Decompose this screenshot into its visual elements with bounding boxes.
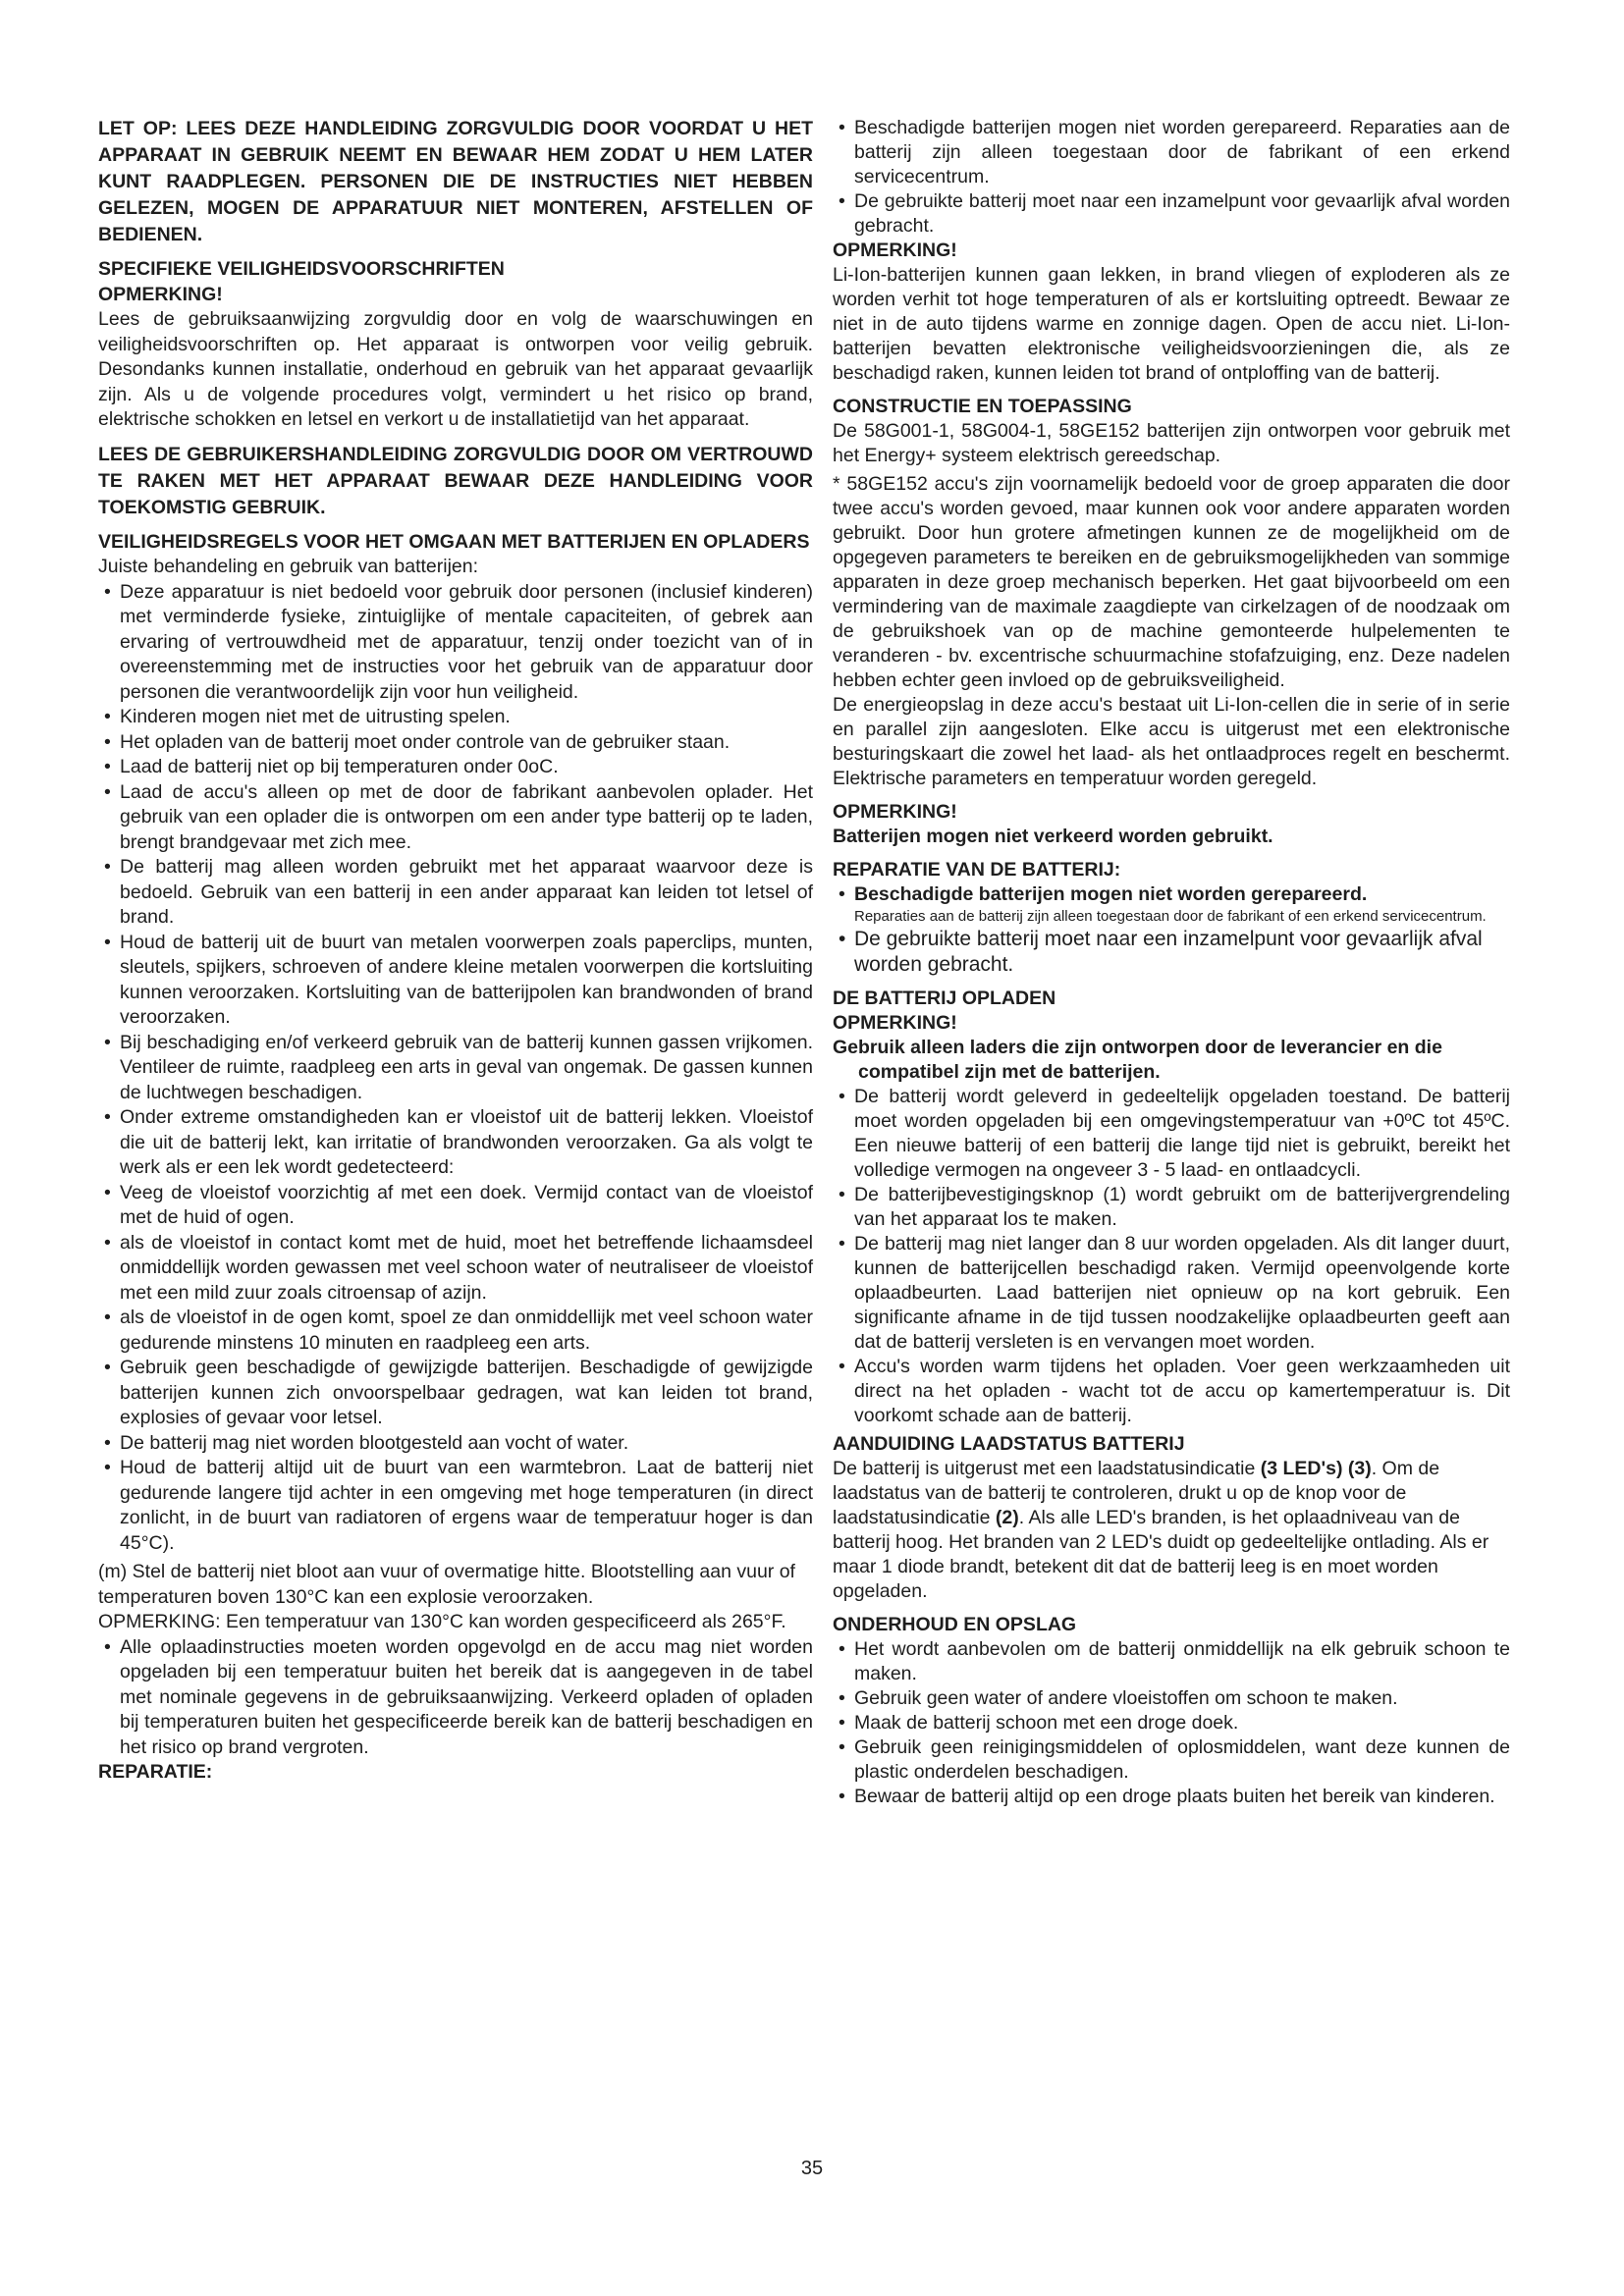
list-item: • De batterijbevestigingsknop (1) wordt gebruikt om de batterijvergrendeling van het apparaat los te maken. [833, 1183, 1510, 1232]
liion-note-text: Li-Ion-batterijen kunnen gaan lekken, in brand vliegen of exploderen als ze worden verhit tot hoge temperaturen of als er kortsluiting optreedt. Bewaar ze niet in de auto tijdens warme en zonnige dagen. Open de accu niet. Li-Ion-batterijen bevatten elektronische veiligheidsvoorzieningen die, als ze beschadigd raken, kunnen leiden tot brand of ontploffing van de batterij. [833, 264, 1510, 384]
page-number: 35 [800, 2158, 824, 2179]
list-item: • Maak de batterij schoon met een droge doek. [833, 1711, 1510, 1735]
list-item: • Het wordt aanbevolen om de batterij onmiddellijk na elk gebruik schoon te maken. [833, 1637, 1510, 1686]
list-item: • Accu's worden warm tijdens het opladen. Voer geen werkzaamheden uit direct na het opladen - wacht tot de accu op kamertemperatuur is. Dit voorkomt schade aan de batterij. [833, 1355, 1510, 1428]
specific-rules-heading: SPECIFIEKE VEILIGHEIDSVOORSCHRIFTEN [98, 258, 505, 280]
list-item: • Gebruik geen reinigingsmiddelen of oplosmiddelen, want deze kunnen de plastic onderdelen beschadigen. [833, 1735, 1510, 1785]
status-text-part: . Om de laadstatus van de batterij te controleren, drukt u op de knop voor de laadstatusindicatie [833, 1458, 1440, 1528]
warning-heading: LET OP: LEES DEZE HANDLEIDING ZORGVULDIG DOOR VOORDAT U HET APPARAAT IN GEBRUIK NEEMT EN BEWAAR HEM ZODAT U HEM LATER KUNT RAADPLEGEN. PERSONEN DIE DE INSTRUCTIES NIET HEBBEN GELEZEN, MOGEN DE APPARATUUR NIET MONTEREN, AFSTELLEN OF BEDIENEN. [98, 118, 813, 245]
battery-repair-list [833, 882, 1510, 978]
list-item: • Veeg de vloeistof voorzichtig af met een doek. Vermijd contact van de vloeistof met de huid of ogen. [98, 1181, 813, 1231]
battery-rules-list [98, 580, 813, 1557]
charging-heading: DE BATTERIJ OPLADEN [833, 988, 1056, 1009]
left-column [98, 116, 813, 1786]
list-item: • Deze apparatuur is niet bedoeld voor gebruik door personen (inclusief kinderen) met verminderde fysieke, zintuiglijke of mentale capaciteiten, of gebrek aan ervaring of vertrouwdheid met de apparatuur, tenzij onder toezicht van of in overeenstemming met de instructies voor het gebruik van de apparatuur door personen die verantwoordelijk zijn voor hun veiligheid. [98, 580, 813, 706]
charging-note-label: OPMERKING! [833, 1012, 957, 1034]
list-item: • Beschadigde batterijen mogen niet worden gerepareerd. Reparaties aan de batterij zijn alleen toegestaan door de fabrikant of een erkend servicecentrum. [833, 116, 1510, 189]
list-item: • als de vloeistof in de ogen komt, spoel ze dan onmiddellijk met veel schoon water gedurende minstens 10 minuten en raadpleeg een arts. [98, 1306, 813, 1356]
liion-note-label: OPMERKING! [833, 240, 957, 261]
charging-list [833, 1085, 1510, 1428]
status-heading: AANDUIDING LAADSTATUS BATTERIJ [833, 1433, 1185, 1455]
maintenance-list [833, 1637, 1510, 1809]
construction-text-2: * 58GE152 accu's zijn voornamelijk bedoeld voor de groep apparaten die door twee accu's worden gevoed, maar kunnen ook voor andere apparaten worden gebruikt. Door hun grotere afmetingen kunnen ze de mogelijkheid om de opgegeven parameters te bereiken en de gebruiksmogelijkheden van sommige apparaten in deze groep mechanisch beperken. Het gaat bijvoorbeeld om een vermindering van de maximale zaagdiepte van cirkelzagen of de noodzaak om de gebruikshoek van op de machine gemonteerde hulpelementen te veranderen - bv. excentrische schuurmachine stofafzuiging, enz. Deze nadelen hebben echter geen invloed op de gebruiksveiligheid. [833, 473, 1510, 691]
repair-heading: REPARATIE: [98, 1761, 213, 1783]
list-item: • als de vloeistof in contact komt met de huid, moet het betreffende lichaamsdeel onmiddellijk worden gewassen met veel schoon water of neutraliseer de vloeistof met een mild zuur zoals citroensap of azijn. [98, 1231, 813, 1307]
list-item: • Het opladen van de batterij moet onder controle van de gebruiker staan. [98, 730, 813, 756]
list-item: • Alle oplaadinstructies moeten worden opgevolgd en de accu mag niet worden opgeladen bij een temperatuur buiten het bereik dat is aangegeven in de tabel met nominale gegevens in de gebruiksaanwijzing. Verkeerd opladen of opladen bij temperaturen buiten het gespecificeerde bereik kan de batterij beschadigen en het risico op brand vergroten. [98, 1635, 813, 1761]
status-text-part: . Als alle LED's branden, is het oplaadniveau van de batterij hoog. Het branden van 2 LED's duidt op gedeeltelijke ontlading. Als er maar 1 diode brandt, betekent dit dat de batterij leeg is en moet worden opgeladen. [833, 1507, 1489, 1602]
misuse-note-text: Batterijen mogen niet verkeerd worden gebruikt. [833, 826, 1273, 847]
battery-repair-item-bold: Beschadigde batterijen mogen niet worden gerepareerd. [854, 883, 1368, 905]
list-item: • Laad de accu's alleen op met de door de fabrikant aanbevolen oplader. Het gebruik van een oplader die is ontworpen om een ander type batterij op te laden, brengt brandgevaar met zich mee. [98, 780, 813, 856]
battery-rules-intro: Juiste behandeling en gebruik van batterijen: [98, 556, 479, 577]
construction-heading: CONSTRUCTIE EN TOEPASSING [833, 396, 1132, 417]
construction-text-1: De 58G001-1, 58G004-1, 58GE152 batterijen zijn ontworpen voor gebruik met het Energy+ systeem elektrisch gereedschap. [833, 420, 1510, 466]
list-item: • Houd de batterij altijd uit de buurt van een warmtebron. Laat de batterij niet gedurende langere tijd achter in een omgeving met hoge temperaturen (in direct zonlicht, in de buurt van radiatoren of ergens waar de temperatuur hoger is dan 45°C). [98, 1456, 813, 1556]
list-item: • De gebruikte batterij moet naar een inzamelpunt voor gevaarlijk afval worden gebracht. [833, 189, 1510, 239]
battery-repair-item-small: Reparaties aan de batterij zijn alleen toegestaan door de fabrikant of een erkend servicecentrum. [854, 908, 1487, 925]
battery-rules-heading: VEILIGHEIDSREGELS VOOR HET OMGAAN MET BATTERIJEN EN OPLADERS [98, 530, 810, 553]
misuse-note-label: OPMERKING! [833, 801, 957, 823]
charging-instruction-list [98, 1635, 813, 1761]
note-label: OPMERKING! [98, 283, 223, 305]
list-item: • Gebruik geen beschadigde of gewijzigde batterijen. Beschadigde of gewijzigde batterijen kunnen zich onvoorspelbaar gedragen, wat kan leiden tot brand, explosies of gevaar voor letsel. [98, 1356, 813, 1431]
fire-paragraph: (m) Stel de batterij niet bloot aan vuur of overmatige hitte. Blootstelling aan vuur of temperaturen boven 130°C kan een explosie veroorzaken. [98, 1561, 795, 1608]
charging-note-text: Gebruik alleen laders die zijn ontworpen door de leverancier en die compatibel zijn met de batterijen. [833, 1037, 1442, 1083]
status-text-part: De batterij is uitgerust met een laadstatusindicatie [833, 1458, 1261, 1479]
list-item: • Kinderen mogen niet met de uitrusting spelen. [98, 705, 813, 730]
list-item: • Houd de batterij uit de buurt van metalen voorwerpen zoals paperclips, munten, sleutels, spijkers, schroeven of andere kleine metalen voorwerpen die kortsluiting kunnen veroorzaken. Kortsluiting van de batterijpolen kan brandwonden of brand veroorzaken. [98, 931, 813, 1031]
list-item: • De batterij mag niet worden blootgesteld aan vocht of water. [98, 1431, 813, 1457]
list-item: • De batterij wordt geleverd in gedeeltelijk opgeladen toestand. De batterij moet worden opgeladen bij een omgevingstemperatuur van +0ºC tot 45ºC. Een nieuwe batterij of een batterij die lange tijd niet is gebruikt, bereikt het volledige vermogen na ongeveer 3 - 5 laad- en ontlaadcycli. [833, 1085, 1510, 1183]
right-column [833, 116, 1510, 1809]
list-item: • De batterij mag niet langer dan 8 uur worden opgeladen. Als dit langer duurt, kunnen de batterijcellen beschadigd raken. Vermijd opeenvolgende korte oplaadbeurten. Laad batterijen niet opnieuw op na kort gebruik. Een significante afname in de tijd tussen noodzakelijke oplaadbeurten geeft aan dat de batterij versleten is en vervangen moet worden. [833, 1232, 1510, 1355]
list-item: • De batterij mag alleen worden gebruikt met het apparaat waarvoor deze is bedoeld. Gebruik van een batterij in een ander apparaat kan leiden tot letsel of brand. [98, 855, 813, 931]
battery-repair-heading: REPARATIE VAN DE BATTERIJ: [833, 859, 1121, 881]
status-led-reference: (3 LED's) (3) [1260, 1458, 1372, 1479]
construction-text-3: De energieopslag in deze accu's bestaat uit Li-Ion-cellen die in serie of in serie en parallel zijn aangesloten. Elke accu is uitgerust met een elektronische besturingskaart die zowel het laad- als het ontlaadproces regelt en beschermt. Elektrische parameters en temperatuur worden geregeld. [833, 694, 1510, 789]
list-item [833, 882, 1510, 927]
list-item: • Gebruik geen water of andere vloeistoffen om schoon te maken. [833, 1686, 1510, 1711]
maintenance-heading: ONDERHOUD EN OPSLAG [833, 1614, 1077, 1635]
note-text: Lees de gebruiksaanwijzing zorgvuldig door en volg de waarschuwingen en veiligheidsvoorschriften op. Het apparaat is ontworpen voor veilig gebruik. Desondanks kunnen installatie, onderhoud en gebruik van het apparaat gevaarlijk zijn. Als u de volgende procedures volgt, vermindert u het risico op brand, elektrische schokken en letsel en verkort u de installatietijd van het apparaat. [98, 308, 813, 430]
temperature-note: OPMERKING: Een temperatuur van 130°C kan worden gespecificeerd als 265°F. [98, 1611, 786, 1632]
status-button-reference: (2) [995, 1507, 1019, 1528]
list-item: • De gebruikte batterij moet naar een inzamelpunt voor gevaarlijk afval worden gebracht. [833, 927, 1510, 978]
list-item: • Bij beschadiging en/of verkeerd gebruik van de batterij kunnen gassen vrijkomen. Ventileer de ruimte, raadpleeg een arts in geval van ongemak. De gassen kunnen de luchtwegen beschadigen. [98, 1031, 813, 1106]
list-item: • Bewaar de batterij altijd op een droge plaats buiten het bereik van kinderen. [833, 1785, 1510, 1809]
repair-list [833, 116, 1510, 239]
status-text [833, 1457, 1510, 1604]
read-manual-heading: LEES DE GEBRUIKERSHANDLEIDING ZORGVULDIG DOOR OM VERTROUWD TE RAKEN MET HET APPARAAT BEWAAR DEZE HANDLEIDING VOOR TOEKOMSTIG GEBRUIK. [98, 443, 813, 518]
list-item: • Laad de batterij niet op bij temperaturen onder 0oC. [98, 755, 813, 780]
list-item: • Onder extreme omstandigheden kan er vloeistof uit de batterij lekken. Vloeistof die uit de batterij lekt, kan irritatie of brandwonden veroorzaken. Ga als volgt te werk als er een lek wordt gedetecteerd: [98, 1105, 813, 1181]
